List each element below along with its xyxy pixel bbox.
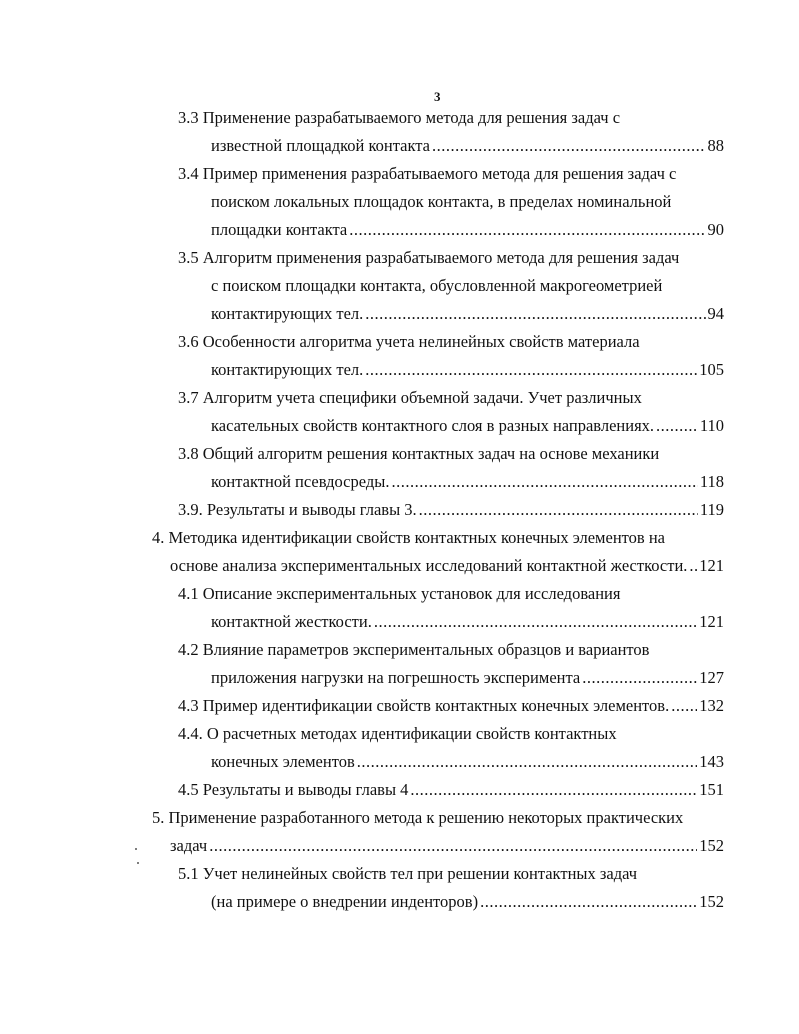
toc-entry bbox=[211, 666, 724, 690]
toc-entry-text: 4.4. О расчетных методах идентификации свойств контактных bbox=[178, 724, 617, 743]
toc-entry-text: 3.3 Применение разрабатываемого метода для решения задач с bbox=[178, 108, 621, 127]
toc-entry-text: 5.1 Учет нелинейных свойств тел при решении контактных задач bbox=[178, 864, 638, 883]
toc-page-number: 90 bbox=[707, 220, 724, 239]
toc-entry-text: известной площадкой контакта bbox=[211, 136, 430, 155]
toc-line bbox=[178, 106, 620, 130]
toc-entry bbox=[211, 890, 724, 914]
toc-entry-text: 3.9. Результаты и выводы главы 3. bbox=[178, 500, 417, 519]
toc-entry bbox=[211, 610, 724, 634]
toc-page-number: 110 bbox=[699, 416, 724, 435]
toc-page-number: 88 bbox=[707, 136, 724, 155]
toc-entry-text: контактной псевдосреды. bbox=[211, 472, 390, 491]
toc-entry-text: конечных элементов bbox=[211, 752, 355, 771]
toc-entry-text: (на примере о внедрении инденторов) bbox=[211, 892, 479, 911]
toc-entry-text: 4.2 Влияние параметров экспериментальных образцов и вариантов bbox=[178, 640, 650, 659]
dot-leader bbox=[432, 134, 706, 158]
toc-entry bbox=[211, 470, 724, 494]
toc-line bbox=[178, 386, 642, 410]
toc-entry-text: 4.1 Описание экспериментальных установок для исследования bbox=[178, 584, 621, 603]
dot-leader bbox=[582, 666, 697, 690]
toc-entry-text: 3.8 Общий алгоритм решения контактных задач на основе механики bbox=[178, 444, 660, 463]
toc-entry-text: контактирующих тел. bbox=[211, 304, 364, 323]
toc-entry-text: площадки контакта bbox=[211, 220, 348, 239]
toc-line bbox=[211, 274, 662, 298]
toc-page-number: 121 bbox=[699, 612, 724, 631]
dot-leader bbox=[391, 470, 697, 494]
toc-entry-text: 3.4 Пример применения разрабатываемого метода для решения задач с bbox=[178, 164, 677, 183]
toc-entry-text: задач bbox=[170, 836, 208, 855]
dot-leader bbox=[419, 498, 698, 522]
toc-entry-text: 3.7 Алгоритм учета специфики объемной задачи. Учет различных bbox=[178, 388, 642, 407]
toc-page-number: 94 bbox=[707, 304, 724, 323]
toc-entry bbox=[211, 218, 724, 242]
dot-leader bbox=[480, 890, 697, 914]
dot-leader bbox=[365, 302, 705, 326]
toc-line bbox=[211, 190, 671, 214]
toc-entry-text: 4.3 Пример идентификации свойств контактных конечных элементов. bbox=[178, 696, 670, 715]
toc-page-number: 151 bbox=[699, 780, 724, 799]
dot-leader bbox=[671, 694, 697, 718]
toc-entry bbox=[211, 302, 724, 326]
toc-entry-text: контактирующих тел. bbox=[211, 360, 364, 379]
toc-line bbox=[178, 638, 649, 662]
dot-leader bbox=[689, 554, 697, 578]
dot-leader bbox=[656, 414, 698, 438]
toc-page-number: 152 bbox=[699, 892, 724, 911]
toc-entry-text: 4.5 Результаты и выводы главы 4 bbox=[178, 780, 409, 799]
toc-line bbox=[178, 862, 637, 886]
toc-entry-text: 5. Применение разработанного метода к решению некоторых практических bbox=[152, 808, 684, 827]
dot-leader bbox=[410, 778, 697, 802]
toc-entry bbox=[211, 134, 724, 158]
toc-line bbox=[178, 442, 659, 466]
toc-entry bbox=[178, 778, 724, 802]
toc-page-number: 105 bbox=[699, 360, 724, 379]
toc-entry-text: с поиском площадки контакта, обусловленной макрогеометрией bbox=[211, 276, 663, 295]
dot-leader bbox=[365, 358, 697, 382]
toc-line bbox=[152, 806, 683, 830]
toc-entry-text: поиском локальных площадок контакта, в пределах номинальной bbox=[211, 192, 672, 211]
toc-entry bbox=[170, 554, 724, 578]
toc-page-number: 119 bbox=[699, 500, 724, 519]
toc-line bbox=[178, 722, 617, 746]
toc-entry-text: касательных свойств контактного слоя в разных направлениях. bbox=[211, 416, 655, 435]
toc-entry bbox=[178, 694, 724, 718]
toc-entry bbox=[178, 498, 724, 522]
dot-leader bbox=[349, 218, 705, 242]
toc-page-number: 152 bbox=[699, 836, 724, 855]
toc-line bbox=[152, 526, 665, 550]
toc-entry-text: основе анализа экспериментальных исследований контактной жесткости. bbox=[170, 556, 688, 575]
toc-entry-text: приложения нагрузки на погрешность эксперимента bbox=[211, 668, 581, 687]
scan-speck bbox=[137, 862, 139, 864]
toc-entry bbox=[211, 358, 724, 382]
toc-page-number: 143 bbox=[699, 752, 724, 771]
toc-line bbox=[178, 330, 640, 354]
toc-entry-text: 3.6 Особенности алгоритма учета нелинейных свойств материала bbox=[178, 332, 640, 351]
toc-line bbox=[178, 162, 676, 186]
dot-leader bbox=[357, 750, 698, 774]
dot-leader bbox=[209, 834, 697, 858]
toc-entry-text: контактной жесткости. bbox=[211, 612, 372, 631]
toc-entry bbox=[211, 414, 724, 438]
dot-leader bbox=[374, 610, 697, 634]
toc-page-number: 132 bbox=[699, 696, 724, 715]
page-number: 3 bbox=[434, 89, 441, 104]
toc-page-number: 118 bbox=[699, 472, 724, 491]
scan-speck bbox=[135, 848, 137, 850]
toc-entry-text: 3.5 Алгоритм применения разрабатываемого метода для решения задач bbox=[178, 248, 680, 267]
toc-line bbox=[178, 246, 679, 270]
toc-page-number: 127 bbox=[699, 668, 724, 687]
toc-line bbox=[178, 582, 620, 606]
toc-entry bbox=[211, 750, 724, 774]
toc-page-number: 121 bbox=[699, 556, 724, 575]
toc-entry bbox=[170, 834, 724, 858]
toc-entry-text: 4. Методика идентификации свойств контактных конечных элементов на bbox=[152, 528, 665, 547]
